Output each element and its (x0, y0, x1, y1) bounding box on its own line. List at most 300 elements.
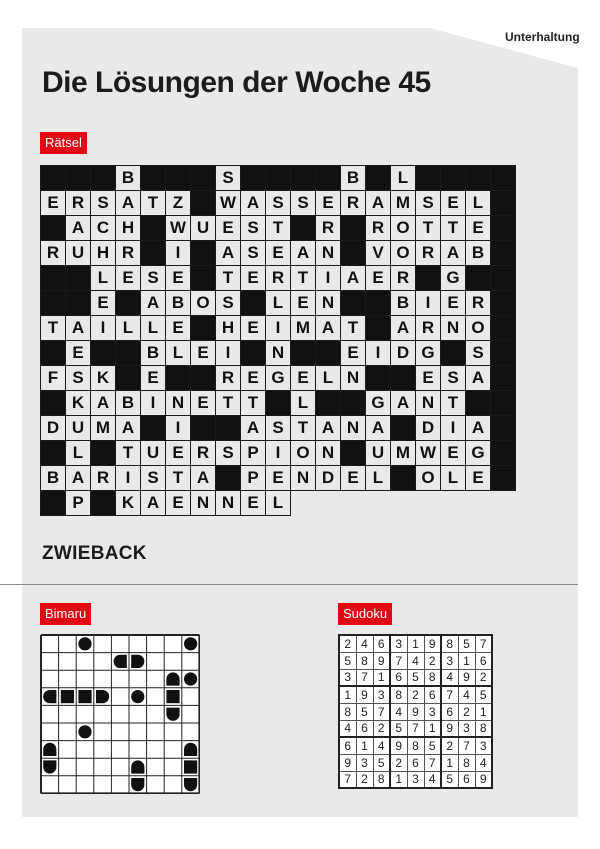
crossword-row (41, 266, 516, 291)
sudoku-cell: 3 (441, 652, 458, 669)
letter-cell: G (466, 441, 491, 466)
letter-cell: T (441, 391, 466, 416)
letter-cell: O (391, 216, 416, 241)
sudoku-cell: 5 (373, 754, 390, 771)
letter-cell: A (366, 416, 391, 441)
sudoku-cell: 8 (441, 635, 458, 652)
black-cell (191, 241, 216, 266)
letter-cell: S (141, 466, 166, 491)
sudoku-grid (338, 634, 493, 789)
black-cell (166, 366, 191, 391)
sudoku-cell: 7 (407, 720, 424, 737)
letter-cell: E (266, 241, 291, 266)
letter-cell: O (416, 466, 441, 491)
sudoku-cell: 4 (458, 686, 475, 703)
black-cell (466, 391, 491, 416)
sudoku-cell: 9 (458, 669, 475, 686)
letter-cell: I (166, 416, 191, 441)
letter-cell: N (191, 491, 216, 516)
black-cell (366, 366, 391, 391)
empty-area (366, 491, 391, 516)
letter-cell: D (316, 466, 341, 491)
letter-cell: L (441, 466, 466, 491)
black-cell (116, 291, 141, 316)
letter-cell: A (116, 416, 141, 441)
letter-cell: E (166, 266, 191, 291)
black-cell (466, 166, 491, 191)
ship-segment (131, 760, 144, 773)
letter-cell: E (216, 216, 241, 241)
sudoku-row (339, 635, 492, 652)
letter-cell: A (116, 191, 141, 216)
ship-segment (184, 778, 197, 791)
black-cell (491, 166, 516, 191)
black-cell (116, 366, 141, 391)
letter-cell: G (441, 266, 466, 291)
crossword-row (41, 191, 516, 216)
letter-cell: E (41, 191, 66, 216)
ship-segment (184, 637, 197, 650)
letter-cell: T (216, 266, 241, 291)
letter-cell: E (241, 266, 266, 291)
letter-cell: N (166, 391, 191, 416)
sudoku-cell: 1 (356, 737, 373, 754)
letter-cell: I (366, 341, 391, 366)
letter-cell: O (291, 441, 316, 466)
letter-cell: N (316, 291, 341, 316)
letter-cell: I (316, 266, 341, 291)
sudoku-row (339, 754, 492, 771)
ship-segment (184, 743, 197, 756)
empty-area (291, 491, 316, 516)
black-cell (191, 266, 216, 291)
letter-cell: Z (166, 191, 191, 216)
sudoku-cell: 2 (441, 737, 458, 754)
letter-cell: K (66, 391, 91, 416)
letter-cell: E (191, 391, 216, 416)
crossword-row (41, 291, 516, 316)
sudoku-cell: 8 (458, 754, 475, 771)
letter-cell: E (441, 191, 466, 216)
bimaru-grid (40, 634, 200, 794)
letter-cell: O (191, 291, 216, 316)
page-title: Die Lösungen der Woche 45 (42, 66, 431, 99)
sudoku-cell: 8 (407, 737, 424, 754)
letter-cell: E (266, 466, 291, 491)
sudoku-cell: 2 (339, 635, 356, 652)
letter-cell: E (66, 341, 91, 366)
letter-cell: R (416, 241, 441, 266)
letter-cell: B (116, 391, 141, 416)
black-cell (491, 291, 516, 316)
letter-cell: T (291, 416, 316, 441)
letter-cell: M (91, 416, 116, 441)
sudoku-cell: 8 (390, 686, 407, 703)
sudoku-cell: 5 (407, 669, 424, 686)
sudoku-cell: 9 (441, 720, 458, 737)
letter-cell: L (266, 491, 291, 516)
letter-cell: R (316, 216, 341, 241)
letter-cell: R (41, 241, 66, 266)
letter-cell: I (141, 391, 166, 416)
black-cell (366, 166, 391, 191)
black-cell (166, 166, 191, 191)
sudoku-cell: 3 (475, 737, 492, 754)
letter-cell: B (466, 241, 491, 266)
empty-area (391, 491, 416, 516)
black-cell (41, 166, 66, 191)
black-cell (466, 266, 491, 291)
sudoku-cell: 9 (424, 635, 441, 652)
letter-cell: A (66, 216, 91, 241)
letter-cell: F (41, 366, 66, 391)
letter-cell: A (366, 191, 391, 216)
ship-segment (184, 760, 197, 773)
sudoku-cell: 6 (390, 669, 407, 686)
black-cell (491, 391, 516, 416)
letter-cell: S (266, 191, 291, 216)
black-cell (491, 191, 516, 216)
letter-cell: A (241, 191, 266, 216)
sudoku-cell: 5 (458, 635, 475, 652)
sudoku-cell: 5 (424, 737, 441, 754)
letter-cell: T (266, 216, 291, 241)
black-cell (416, 266, 441, 291)
sudoku-cell: 3 (424, 703, 441, 720)
black-cell (41, 341, 66, 366)
ship-segment (131, 655, 144, 668)
black-cell (491, 341, 516, 366)
letter-cell: P (66, 491, 91, 516)
letter-cell: D (416, 416, 441, 441)
letter-cell: M (291, 316, 316, 341)
sudoku-cell: 5 (356, 703, 373, 720)
letter-cell: R (91, 466, 116, 491)
black-cell (366, 291, 391, 316)
letter-cell: T (441, 216, 466, 241)
black-cell (341, 241, 366, 266)
crossword-row (41, 166, 516, 191)
sudoku-label: Sudoku (338, 603, 392, 625)
black-cell (341, 441, 366, 466)
ship-segment (43, 760, 56, 773)
black-cell (91, 491, 116, 516)
letter-cell: L (291, 391, 316, 416)
letter-cell: I (441, 416, 466, 441)
black-cell (391, 466, 416, 491)
letter-cell: V (366, 241, 391, 266)
crossword-solution: ZWIEBACK (42, 543, 147, 564)
sudoku-cell: 7 (441, 686, 458, 703)
black-cell (66, 291, 91, 316)
letter-cell: G (366, 391, 391, 416)
ship-segment (78, 637, 91, 650)
letter-cell: N (266, 341, 291, 366)
letter-cell: E (341, 341, 366, 366)
sudoku-cell: 1 (424, 720, 441, 737)
ship-segment (131, 690, 144, 703)
letter-cell: A (66, 316, 91, 341)
sudoku-cell: 7 (373, 703, 390, 720)
black-cell (316, 391, 341, 416)
black-cell (191, 366, 216, 391)
letter-cell: R (366, 216, 391, 241)
letter-cell: A (216, 241, 241, 266)
letter-cell: B (391, 291, 416, 316)
letter-cell: R (116, 241, 141, 266)
letter-cell: I (216, 341, 241, 366)
sudoku-cell: 3 (458, 720, 475, 737)
sudoku-cell: 9 (373, 652, 390, 669)
black-cell (41, 441, 66, 466)
black-cell (191, 316, 216, 341)
black-cell (491, 416, 516, 441)
letter-cell: A (141, 291, 166, 316)
crossword-row (41, 416, 516, 441)
empty-area (316, 491, 341, 516)
letter-cell: A (341, 266, 366, 291)
sudoku-cell: 7 (424, 754, 441, 771)
letter-cell: A (316, 416, 341, 441)
sudoku-cell: 3 (407, 771, 424, 788)
letter-cell: A (91, 391, 116, 416)
sudoku-cell: 4 (339, 720, 356, 737)
letter-cell: S (91, 191, 116, 216)
letter-cell: A (141, 491, 166, 516)
crossword-row (41, 491, 516, 516)
sudoku-cell: 1 (441, 754, 458, 771)
letter-cell: E (141, 366, 166, 391)
sudoku-cell: 8 (373, 771, 390, 788)
sudoku-row (339, 737, 492, 754)
sudoku-cell: 2 (424, 652, 441, 669)
sudoku-cell: 8 (356, 652, 373, 669)
sudoku-cell: 9 (407, 703, 424, 720)
sudoku-cell: 4 (441, 669, 458, 686)
letter-cell: P (241, 466, 266, 491)
sudoku-cell: 6 (475, 652, 492, 669)
black-cell (91, 341, 116, 366)
sudoku-cell: 6 (407, 754, 424, 771)
sudoku-cell: 6 (424, 686, 441, 703)
letter-cell: H (216, 316, 241, 341)
letter-cell: K (91, 366, 116, 391)
sudoku-cell: 5 (475, 686, 492, 703)
letter-cell: T (216, 391, 241, 416)
letter-cell: E (291, 366, 316, 391)
black-cell (441, 341, 466, 366)
black-cell (41, 216, 66, 241)
letter-cell: L (116, 316, 141, 341)
letter-cell: G (416, 341, 441, 366)
letter-cell: I (266, 316, 291, 341)
letter-cell: N (441, 316, 466, 341)
empty-area (491, 491, 516, 516)
sudoku-cell: 1 (458, 652, 475, 669)
black-cell (141, 241, 166, 266)
black-cell (266, 166, 291, 191)
black-cell (491, 466, 516, 491)
sudoku-cell: 9 (356, 686, 373, 703)
letter-cell: E (166, 441, 191, 466)
sudoku-cell: 9 (475, 771, 492, 788)
crossword-row (41, 466, 516, 491)
black-cell (341, 216, 366, 241)
letter-cell: T (116, 441, 141, 466)
black-cell (216, 466, 241, 491)
black-cell (291, 341, 316, 366)
letter-cell: A (316, 316, 341, 341)
ship-segment (78, 690, 91, 703)
black-cell (191, 191, 216, 216)
letter-cell: S (416, 191, 441, 216)
sudoku-cell: 6 (441, 703, 458, 720)
letter-cell: E (166, 316, 191, 341)
letter-cell: E (416, 366, 441, 391)
sudoku-cell: 2 (407, 686, 424, 703)
letter-cell: S (241, 216, 266, 241)
letter-cell: G (266, 366, 291, 391)
black-cell (491, 316, 516, 341)
black-cell (191, 166, 216, 191)
black-cell (416, 166, 441, 191)
sudoku-cell: 2 (356, 771, 373, 788)
sudoku-cell: 1 (373, 669, 390, 686)
sudoku-row (339, 652, 492, 669)
letter-cell: I (266, 441, 291, 466)
crossword-label: Rätsel (40, 132, 87, 154)
letter-cell: E (241, 366, 266, 391)
sudoku-cell: 4 (390, 703, 407, 720)
black-cell (316, 341, 341, 366)
sudoku-row (339, 703, 492, 720)
black-cell (41, 291, 66, 316)
letter-cell: E (166, 491, 191, 516)
sudoku-cell: 7 (390, 652, 407, 669)
letter-cell: E (316, 191, 341, 216)
letter-cell: U (191, 216, 216, 241)
sudoku-row (339, 771, 492, 788)
black-cell (241, 291, 266, 316)
sudoku-cell: 8 (475, 720, 492, 737)
letter-cell: R (416, 316, 441, 341)
sudoku-cell: 9 (390, 737, 407, 754)
black-cell (366, 316, 391, 341)
ship-segment (43, 690, 56, 703)
ship-segment (96, 690, 109, 703)
sudoku-row (339, 686, 492, 703)
letter-cell: R (466, 291, 491, 316)
letter-cell: A (391, 391, 416, 416)
section-name: Unterhaltung (505, 30, 580, 44)
letter-cell: N (341, 416, 366, 441)
letter-cell: E (341, 466, 366, 491)
black-cell (41, 391, 66, 416)
letter-cell: N (316, 441, 341, 466)
sudoku-cell: 9 (339, 754, 356, 771)
letter-cell: B (41, 466, 66, 491)
crossword-row (41, 241, 516, 266)
sudoku-cell: 2 (390, 754, 407, 771)
letter-cell: R (266, 266, 291, 291)
letter-cell: S (216, 291, 241, 316)
letter-cell: A (391, 316, 416, 341)
black-cell (341, 291, 366, 316)
letter-cell: L (166, 341, 191, 366)
letter-cell: A (241, 416, 266, 441)
letter-cell: W (216, 191, 241, 216)
black-cell (291, 166, 316, 191)
letter-cell: D (41, 416, 66, 441)
letter-cell: H (91, 241, 116, 266)
sudoku-row (339, 669, 492, 686)
crossword-row (41, 316, 516, 341)
black-cell (291, 216, 316, 241)
sudoku-cell: 6 (373, 635, 390, 652)
black-cell (91, 441, 116, 466)
black-cell (266, 391, 291, 416)
black-cell (391, 366, 416, 391)
ship-segment (78, 725, 91, 738)
ship-segment (114, 655, 127, 668)
letter-cell: E (441, 291, 466, 316)
sudoku-cell: 3 (339, 669, 356, 686)
letter-cell: L (391, 166, 416, 191)
black-cell (491, 366, 516, 391)
sudoku-cell: 4 (424, 771, 441, 788)
letter-cell: U (366, 441, 391, 466)
letter-cell: U (66, 241, 91, 266)
letter-cell: S (216, 166, 241, 191)
black-cell (191, 416, 216, 441)
letter-cell: B (141, 341, 166, 366)
sudoku-cell: 5 (441, 771, 458, 788)
letter-cell: S (216, 441, 241, 466)
crossword-row (41, 441, 516, 466)
black-cell (391, 416, 416, 441)
letter-cell: R (341, 191, 366, 216)
sudoku-cell: 8 (424, 669, 441, 686)
black-cell (141, 416, 166, 441)
black-cell (141, 216, 166, 241)
letter-cell: R (391, 266, 416, 291)
letter-cell: E (191, 341, 216, 366)
black-cell (316, 166, 341, 191)
empty-area (466, 491, 491, 516)
letter-cell: A (291, 241, 316, 266)
letter-cell: R (191, 441, 216, 466)
ship-segment (43, 743, 56, 756)
letter-cell: U (66, 416, 91, 441)
sudoku-cell: 3 (390, 635, 407, 652)
letter-cell: M (391, 441, 416, 466)
empty-area (341, 491, 366, 516)
sudoku-cell: 5 (390, 720, 407, 737)
ship-segment (166, 672, 179, 685)
letter-cell: T (166, 466, 191, 491)
letter-cell: E (241, 316, 266, 341)
letter-cell: E (241, 491, 266, 516)
letter-cell: E (466, 216, 491, 241)
letter-cell: E (91, 291, 116, 316)
sudoku-cell: 1 (339, 686, 356, 703)
letter-cell: W (166, 216, 191, 241)
black-cell (41, 491, 66, 516)
letter-cell: A (66, 466, 91, 491)
sudoku-cell: 1 (390, 771, 407, 788)
letter-cell: N (291, 466, 316, 491)
letter-cell: L (266, 291, 291, 316)
